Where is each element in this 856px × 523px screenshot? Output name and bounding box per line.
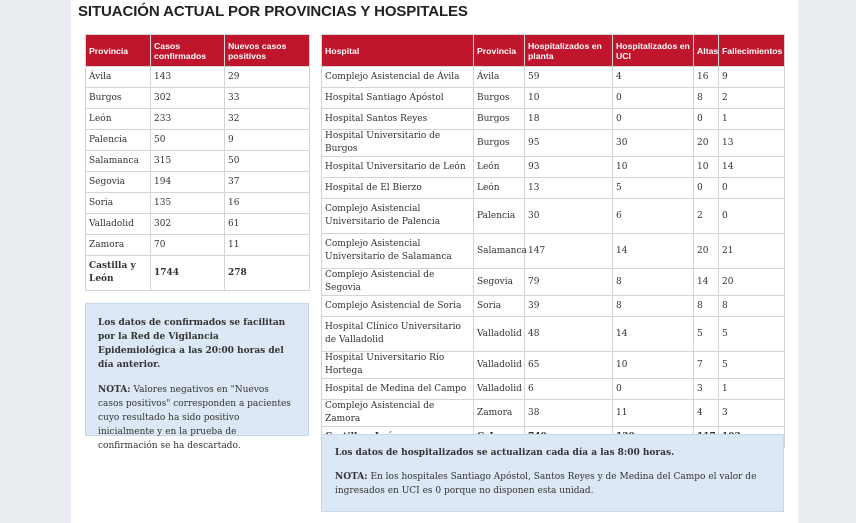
table-row: [322, 317, 785, 352]
hospitals-table-header: [322, 35, 785, 67]
table-cell: 143: [151, 67, 225, 88]
column-header: Casos confirmados: [151, 35, 225, 67]
table-cell: Valladolid: [474, 317, 525, 352]
table-cell: 50: [151, 130, 225, 151]
table-cell: Hospital de Medina del Campo: [322, 379, 474, 400]
table-cell: 1: [719, 109, 785, 130]
table-row: [322, 199, 785, 234]
table-cell: 9: [225, 130, 310, 151]
table-cell: 194: [151, 172, 225, 193]
table-cell: 5: [719, 352, 785, 379]
table-cell: Hospital Universitario de Burgos: [322, 130, 474, 157]
table-cell: Valladolid: [86, 214, 151, 235]
note-detail: [335, 470, 770, 498]
provinces-table-header: [86, 35, 310, 67]
table-cell: 0: [719, 199, 785, 234]
table-cell: 70: [151, 235, 225, 256]
table-cell: 20: [694, 234, 719, 269]
table-cell: 8: [719, 296, 785, 317]
column-header: Fallecimientos: [719, 35, 785, 67]
table-cell: 14: [694, 269, 719, 296]
column-header: Nuevos casos positivos: [225, 35, 310, 67]
table-cell: 147: [525, 234, 613, 269]
table-cell: 33: [225, 88, 310, 109]
table-row: [86, 214, 310, 235]
table-row: [86, 172, 310, 193]
table-cell: 50: [225, 151, 310, 172]
column-header: Hospitalizados en planta: [525, 35, 613, 67]
table-cell: 30: [613, 130, 694, 157]
table-cell: Soria: [474, 296, 525, 317]
total-row: [86, 256, 310, 291]
table-cell: Zamora: [86, 235, 151, 256]
hospitals-table: [321, 34, 785, 448]
table-row: [86, 235, 310, 256]
table-row: [86, 193, 310, 214]
note-main-text: Los datos de confirmados se facilitan por la Red de Vigilancia Epidemiológica a las 20:00 horas del día anterior.: [98, 318, 286, 370]
table-cell: Complejo Asistencial de Soria: [322, 296, 474, 317]
table-cell: 16: [225, 193, 310, 214]
table-cell: Complejo Asistencial Universitario de Salamanca: [322, 234, 474, 269]
provinces-table: [85, 34, 310, 291]
table-cell: 8: [694, 88, 719, 109]
total-cell: 278: [225, 256, 310, 291]
table-cell: 4: [694, 400, 719, 427]
table-cell: 0: [613, 88, 694, 109]
column-header: Hospital: [322, 35, 474, 67]
note-label: NOTA:: [98, 385, 131, 395]
column-header: Hospitalizados en UCI: [613, 35, 694, 67]
table-row: [86, 88, 310, 109]
total-cell: Castilla y León: [86, 256, 151, 291]
table-cell: Complejo Asistencial de Segovia: [322, 269, 474, 296]
column-header: Provincia: [474, 35, 525, 67]
table-cell: Hospital Universitario de León: [322, 157, 474, 178]
table-cell: Segovia: [474, 269, 525, 296]
table-cell: 0: [613, 109, 694, 130]
note-text: En los hospitales Santiago Apóstol, Santos Reyes y de Medina del Campo el valor de ingresados en UCI es 0 porque no disponen esta unidad.: [335, 472, 757, 496]
table-cell: 20: [694, 130, 719, 157]
table-cell: 0: [613, 379, 694, 400]
table-cell: 16: [694, 67, 719, 88]
table-cell: Salamanca: [474, 234, 525, 269]
table-cell: 8: [694, 296, 719, 317]
table-cell: Ávila: [474, 67, 525, 88]
table-row: [322, 269, 785, 296]
table-cell: 5: [719, 317, 785, 352]
table-cell: Valladolid: [474, 352, 525, 379]
table-cell: Burgos: [474, 130, 525, 157]
table-cell: 32: [225, 109, 310, 130]
table-cell: León: [474, 178, 525, 199]
table-cell: 10: [694, 157, 719, 178]
column-header: Altas: [694, 35, 719, 67]
table-cell: 5: [694, 317, 719, 352]
table-cell: Ávila: [86, 67, 151, 88]
table-cell: León: [86, 109, 151, 130]
table-cell: 14: [613, 234, 694, 269]
table-cell: Segovia: [86, 172, 151, 193]
table-cell: 14: [613, 317, 694, 352]
table-cell: 93: [525, 157, 613, 178]
table-cell: 29: [225, 67, 310, 88]
note-detail: [98, 383, 296, 453]
table-cell: 7: [694, 352, 719, 379]
table-cell: Salamanca: [86, 151, 151, 172]
table-row: [322, 234, 785, 269]
total-cell: 1744: [151, 256, 225, 291]
table-row: [322, 178, 785, 199]
table-cell: Hospital Clínico Universitario de Valladolid: [322, 317, 474, 352]
table-row: [322, 157, 785, 178]
page-title: SITUACIÓN ACTUAL POR PROVINCIAS Y HOSPITALES: [78, 3, 468, 20]
table-cell: 233: [151, 109, 225, 130]
table-cell: 2: [694, 199, 719, 234]
hospitalized-note: [321, 434, 784, 512]
table-cell: 135: [151, 193, 225, 214]
table-row: [322, 67, 785, 88]
table-cell: 11: [225, 235, 310, 256]
table-cell: 11: [613, 400, 694, 427]
table-cell: Hospital Santos Reyes: [322, 109, 474, 130]
table-cell: 4: [613, 67, 694, 88]
table-cell: Palencia: [86, 130, 151, 151]
table-cell: Zamora: [474, 400, 525, 427]
table-cell: 61: [225, 214, 310, 235]
table-cell: Complejo Asistencial de Ávila: [322, 67, 474, 88]
table-cell: Hospital Universitario Río Hortega: [322, 352, 474, 379]
note-main-text: Los datos de hospitalizados se actualizan cada día a las 8:00 horas.: [335, 448, 675, 458]
table-row: [322, 400, 785, 427]
table-cell: Palencia: [474, 199, 525, 234]
table-row: [322, 296, 785, 317]
table-cell: 10: [613, 352, 694, 379]
table-cell: 18: [525, 109, 613, 130]
table-cell: Burgos: [474, 109, 525, 130]
table-cell: 14: [719, 157, 785, 178]
table-cell: 9: [719, 67, 785, 88]
table-cell: 37: [225, 172, 310, 193]
column-header: Provincia: [86, 35, 151, 67]
table-cell: León: [474, 157, 525, 178]
table-cell: 6: [613, 199, 694, 234]
table-row: [322, 352, 785, 379]
table-cell: 95: [525, 130, 613, 157]
table-cell: 5: [613, 178, 694, 199]
table-cell: 39: [525, 296, 613, 317]
table-cell: 10: [525, 88, 613, 109]
table-cell: 79: [525, 269, 613, 296]
table-cell: 302: [151, 88, 225, 109]
table-row: [86, 67, 310, 88]
table-cell: Hospital de El Bierzo: [322, 178, 474, 199]
table-cell: Valladolid: [474, 379, 525, 400]
table-cell: Soria: [86, 193, 151, 214]
table-row: [86, 151, 310, 172]
table-cell: 65: [525, 352, 613, 379]
table-row: [322, 379, 785, 400]
table-cell: Burgos: [86, 88, 151, 109]
table-cell: 13: [525, 178, 613, 199]
table-row: [322, 88, 785, 109]
table-row: [322, 130, 785, 157]
table-cell: 21: [719, 234, 785, 269]
table-cell: 0: [719, 178, 785, 199]
table-cell: 3: [694, 379, 719, 400]
table-cell: 38: [525, 400, 613, 427]
table-cell: Complejo Asistencial Universitario de Palencia: [322, 199, 474, 234]
note-text: Valores negativos en "Nuevos casos positivos" corresponden a pacientes cuyo resultado ha sido positivo inicialmente y en la prueba de confirmación se ha descartado.: [98, 385, 291, 451]
table-cell: 6: [525, 379, 613, 400]
table-cell: Complejo Asistencial de Zamora: [322, 400, 474, 427]
table-row: [322, 109, 785, 130]
table-cell: 315: [151, 151, 225, 172]
table-cell: 2: [719, 88, 785, 109]
confirmed-cases-note: [85, 303, 309, 451]
note-label: NOTA:: [335, 472, 368, 482]
table-cell: 10: [613, 157, 694, 178]
table-cell: 8: [613, 269, 694, 296]
table-cell: 0: [694, 178, 719, 199]
table-row: [86, 130, 310, 151]
table-cell: 302: [151, 214, 225, 235]
table-row: [86, 109, 310, 130]
table-cell: Hospital Santiago Apóstol: [322, 88, 474, 109]
table-cell: 20: [719, 269, 785, 296]
table-cell: 1: [719, 379, 785, 400]
table-cell: 0: [694, 109, 719, 130]
table-cell: 59: [525, 67, 613, 88]
table-cell: Burgos: [474, 88, 525, 109]
table-cell: 8: [613, 296, 694, 317]
table-cell: 30: [525, 199, 613, 234]
table-cell: 48: [525, 317, 613, 352]
table-cell: 3: [719, 400, 785, 427]
table-cell: 13: [719, 130, 785, 157]
